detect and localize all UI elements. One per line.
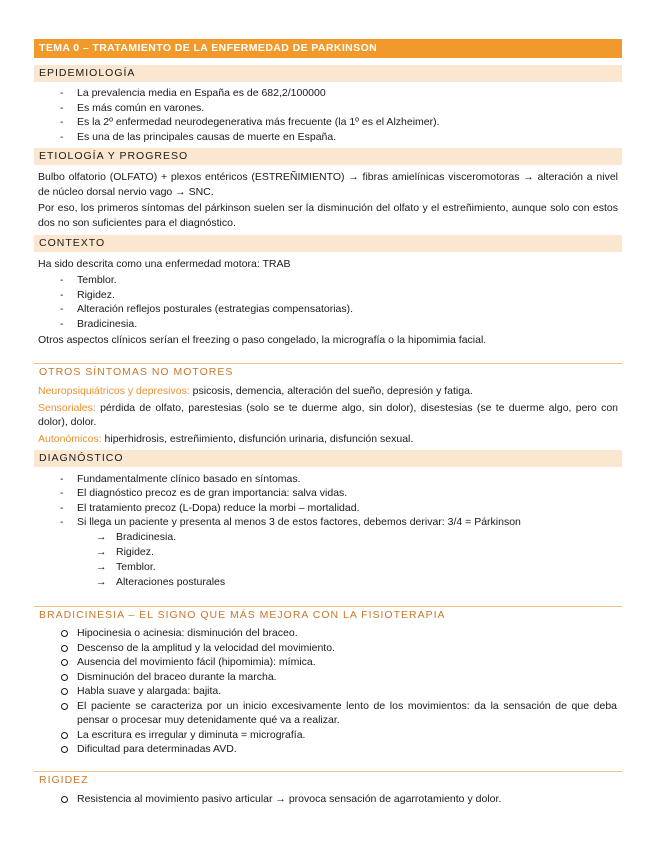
dash-bullet: -	[60, 487, 64, 499]
dash-bullet: -	[60, 516, 64, 528]
section-heading-diagnostico: DIAGNÓSTICO	[34, 450, 622, 467]
circle-bullet-icon	[61, 688, 68, 695]
paragraph-line: de núcleo dorsal nervio vago → SNC.	[38, 186, 214, 198]
list-item: Bradicinesia.	[77, 318, 138, 330]
paragraph-line: dolor), dolor.	[38, 416, 97, 428]
list-item: Alteración reflejos posturales (estrategias compensatorias).	[77, 303, 354, 315]
list-item: Dificultad para determinadas AVD.	[77, 743, 237, 755]
circle-bullet-icon	[61, 796, 68, 803]
section-heading-etiologia: ETIOLOGÍA Y PROGRESO	[34, 148, 622, 165]
section-heading-contexto: CONTEXTO	[34, 235, 622, 252]
section-heading-otros-sintomas: OTROS SÍNTOMAS NO MOTORES	[34, 363, 622, 380]
list-item: Fundamentalmente clínico basado en síntomas.	[77, 473, 301, 485]
paragraph-line	[38, 384, 618, 398]
arrow-icon: →	[96, 531, 107, 543]
circle-bullet-icon	[61, 732, 68, 739]
arrow-icon: →	[96, 576, 107, 588]
list-item: Habla suave y alargada: bajita.	[77, 685, 222, 697]
category-text: pérdida de olfato, parestesias (solo se te duerme algo, sin dolor), disestesias (se te duerme algo, pero con	[100, 402, 619, 414]
paragraph-line: Por eso, los primeros síntomas del párkinson suelen ser la disminución del olfato y el estreñimiento, aunque solo con estos	[38, 202, 618, 214]
dash-bullet: -	[60, 473, 64, 485]
section-heading-epidemiologia: EPIDEMIOLOGÍA	[34, 65, 622, 82]
dash-bullet: -	[60, 303, 64, 315]
list-item-continuation: pensar o procesar muy detenidamente qué va a realizar.	[77, 714, 340, 726]
section-heading-bradicinesia: BRADICINESIA – EL SIGNO QUE MÁS MEJORA CON LA FISIOTERAPIA	[34, 606, 622, 623]
circle-bullet-icon	[61, 703, 68, 710]
category-text: psicosis, demencia, alteración del sueño, depresión y fatiga.	[192, 385, 473, 397]
paragraph-line: Otros aspectos clínicos serían el freezing o paso congelado, la micrografía o la hipomimia facial.	[38, 334, 487, 346]
category-label: Sensoriales:	[38, 402, 96, 414]
arrow-icon: →	[96, 546, 107, 558]
sub-list-item: Bradicinesia.	[116, 531, 177, 543]
category-label: Autonómicos:	[38, 433, 102, 445]
dash-bullet: -	[60, 502, 64, 514]
circle-bullet-icon	[61, 630, 68, 637]
dash-bullet: -	[60, 318, 64, 330]
dash-bullet: -	[60, 102, 64, 114]
list-item: Hipocinesia o acinesia: disminución del braceo.	[77, 627, 298, 639]
circle-bullet-icon	[61, 645, 68, 652]
list-item: Es una de las principales causas de muerte en España.	[77, 131, 337, 143]
list-item: Es más común en varones.	[77, 102, 205, 114]
dash-bullet: -	[60, 116, 64, 128]
sub-list-item: Alteraciones posturales	[116, 576, 226, 588]
list-item: El tratamiento precoz (L-Dopa) reduce la morbi – mortalidad.	[77, 502, 360, 514]
paragraph-line: Bulbo olfatorio (OLFATO) + plexos entéricos (ESTREÑIMIENTO) → fibras amielínicas visceromotoras → alteración a nivel	[38, 171, 618, 183]
list-item: La escritura es irregular y diminuta = micrografía.	[77, 729, 306, 741]
category-text: hiperhidrosis, estreñimiento, disfunción urinaria, disfunción sexual.	[104, 433, 414, 445]
list-item: Resistencia al movimiento pasivo articular → provoca sensación de agarrotamiento y dolor.	[77, 793, 502, 805]
list-item: El diagnóstico precoz es de gran importancia: salva vidas.	[77, 487, 348, 499]
sub-list-item: Temblor.	[116, 561, 156, 573]
list-item: Rigidez.	[77, 289, 115, 301]
paragraph-line	[38, 401, 618, 415]
circle-bullet-icon	[61, 746, 68, 753]
list-item: Es la 2º enfermedad neurodegenerativa más frecuente (la 1º es el Alzheimer).	[77, 116, 440, 128]
list-item: Disminución del braceo durante la marcha.	[77, 671, 277, 683]
list-item: Temblor.	[77, 274, 117, 286]
list-item: Descenso de la amplitud y la velocidad del movimiento.	[77, 642, 335, 654]
dash-bullet: -	[60, 274, 64, 286]
paragraph-line: dos no son suficientes para el diagnóstico.	[38, 217, 236, 229]
section-heading-rigidez: RIGIDEZ	[34, 771, 622, 788]
dash-bullet: -	[60, 131, 64, 143]
list-item: Ausencia del movimiento fácil (hipomimia): mímica.	[77, 656, 316, 668]
paragraph-line: Ha sido descrita como una enfermedad motora: TRAB	[38, 258, 291, 270]
list-item: Si llega un paciente y presenta al menos 3 de estos factores, debemos derivar: 3/4 = Párkinson	[77, 516, 521, 528]
title-banner: TEMA 0 – TRATAMIENTO DE LA ENFERMEDAD DE PARKINSON	[34, 39, 622, 58]
sub-list-item: Rigidez.	[116, 546, 154, 558]
list-item: La prevalencia media en España es de 682,2/100000	[77, 87, 326, 99]
list-item: El paciente se caracteriza por un inicio excesivamente lento de los movimientos: da la sensación de que deba	[77, 700, 617, 712]
dash-bullet: -	[60, 289, 64, 301]
circle-bullet-icon	[61, 659, 68, 666]
paragraph-line	[38, 432, 618, 446]
circle-bullet-icon	[61, 674, 68, 681]
category-label: Neuropsiquiátricos y depresivos:	[38, 385, 190, 397]
arrow-icon: →	[96, 561, 107, 573]
dash-bullet: -	[60, 87, 64, 99]
